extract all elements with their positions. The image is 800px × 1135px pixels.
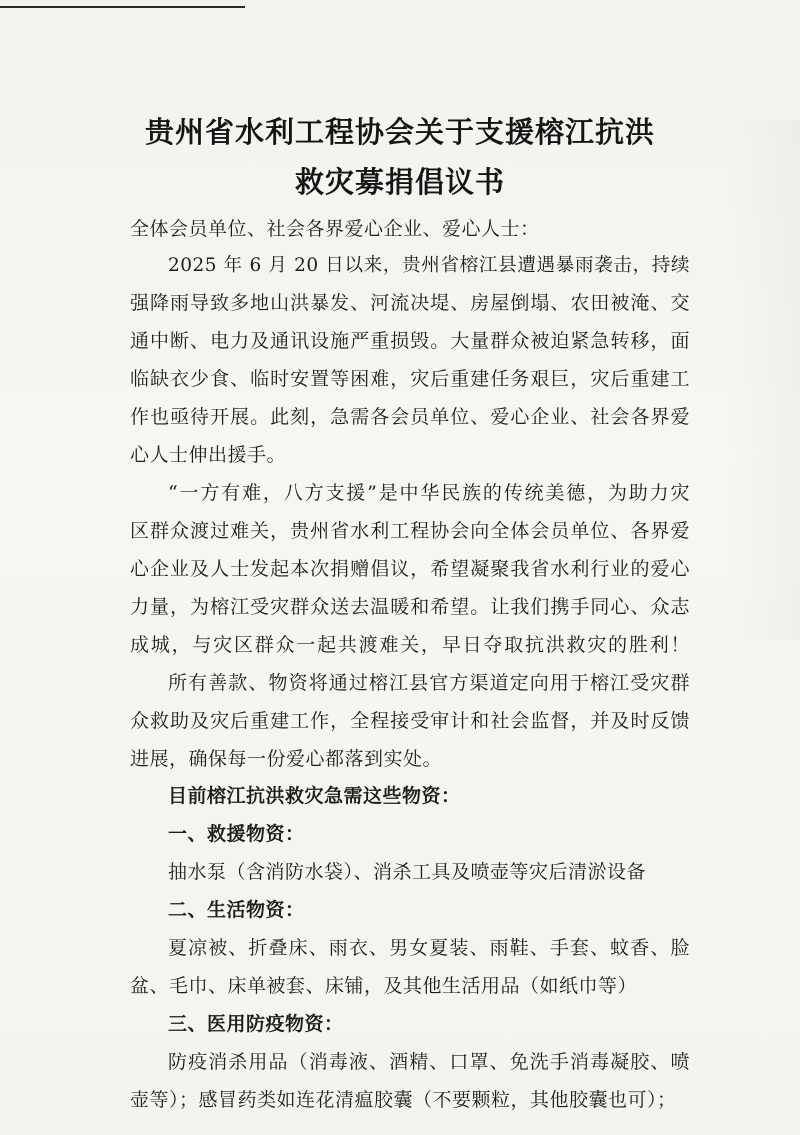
- section2-line2: 盆、毛巾、床单被套、床铺，及其他生活用品（如纸巾等）: [130, 975, 638, 997]
- paragraph1-line2: 强降雨导致多地山洪暴发、河流决堤、房屋倒塌、农田被淹、交: [130, 292, 690, 314]
- paragraph2-line3: 心企业及人士发起本次捐赠倡议，希望凝聚我省水利行业的爱心: [130, 558, 690, 580]
- section2-heading: 二、生活物资：: [168, 899, 305, 921]
- paragraph2-line2: 区群众渡过难关，贵州省水利工程协会向全体会员单位、各界爱: [130, 520, 690, 542]
- section1-line1: 抽水泵（含消防水袋）、消杀工具及喷壶等灾后清淤设备: [168, 861, 647, 883]
- section2-line1: 夏凉被、折叠床、雨衣、男女夏装、雨鞋、手套、蚊香、脸: [168, 937, 690, 959]
- salutation: 全体会员单位、社会各界爱心企业、爱心人士：: [130, 218, 540, 240]
- needs-heading: 目前榕江抗洪救灾急需这些物资：: [168, 785, 461, 807]
- paragraph3-line2: 众救助及灾后重建工作，全程接受审计和社会监督，并及时反馈: [130, 710, 690, 732]
- paragraph2-line4: 力量，为榕江受灾群众送去温暖和希望。让我们携手同心、众志: [130, 596, 690, 618]
- paragraph3-line3: 进展，确保每一份爱心都落到实处。: [130, 748, 443, 770]
- document-title-line2: 救灾募捐倡议书: [294, 165, 505, 199]
- top-rule-line: [0, 6, 245, 8]
- paragraph1-line3: 通中断、电力及通讯设施严重损毁。大量群众被迫紧急转移，面: [130, 330, 690, 352]
- paragraph1-line1: 2025 年 6 月 20 日以来，贵州省榕江县遭遇暴雨袭击，持续: [168, 255, 690, 276]
- paragraph1-line5: 作也亟待开展。此刻，急需各会员单位、爱心企业、社会各界爱: [130, 406, 690, 428]
- section1-heading: 一、救援物资：: [168, 823, 305, 845]
- paragraph1-line4: 临缺衣少食、临时安置等困难，灾后重建任务艰巨，灾后重建工: [130, 368, 690, 390]
- document-title-line1: 贵州省水利工程协会关于支援榕江抗洪: [144, 115, 655, 149]
- section3-line1: 防疫消杀用品（消毒液、酒精、口罩、免洗手消毒凝胶、喷: [168, 1051, 690, 1073]
- paragraph3-line1: 所有善款、物资将通过榕江县官方渠道定向用于榕江受灾群: [168, 672, 690, 694]
- section3-line2: 壶等）；感冒药类如连花清瘟胶囊（不要颗粒，其他胶囊也可）；: [130, 1089, 677, 1111]
- paragraph1-line6: 心人士伸出援手。: [130, 444, 287, 466]
- section3-heading: 三、医用防疫物资：: [168, 1013, 344, 1035]
- paragraph2-line5: 成城，与灾区群众一起共渡难关，早日夺取抗洪救灾的胜利！: [130, 634, 690, 656]
- paragraph2-line1: “一方有难，八方支援”是中华民族的传统美德，为助力灾: [168, 482, 690, 504]
- bleed-through-shadow: [730, 120, 800, 640]
